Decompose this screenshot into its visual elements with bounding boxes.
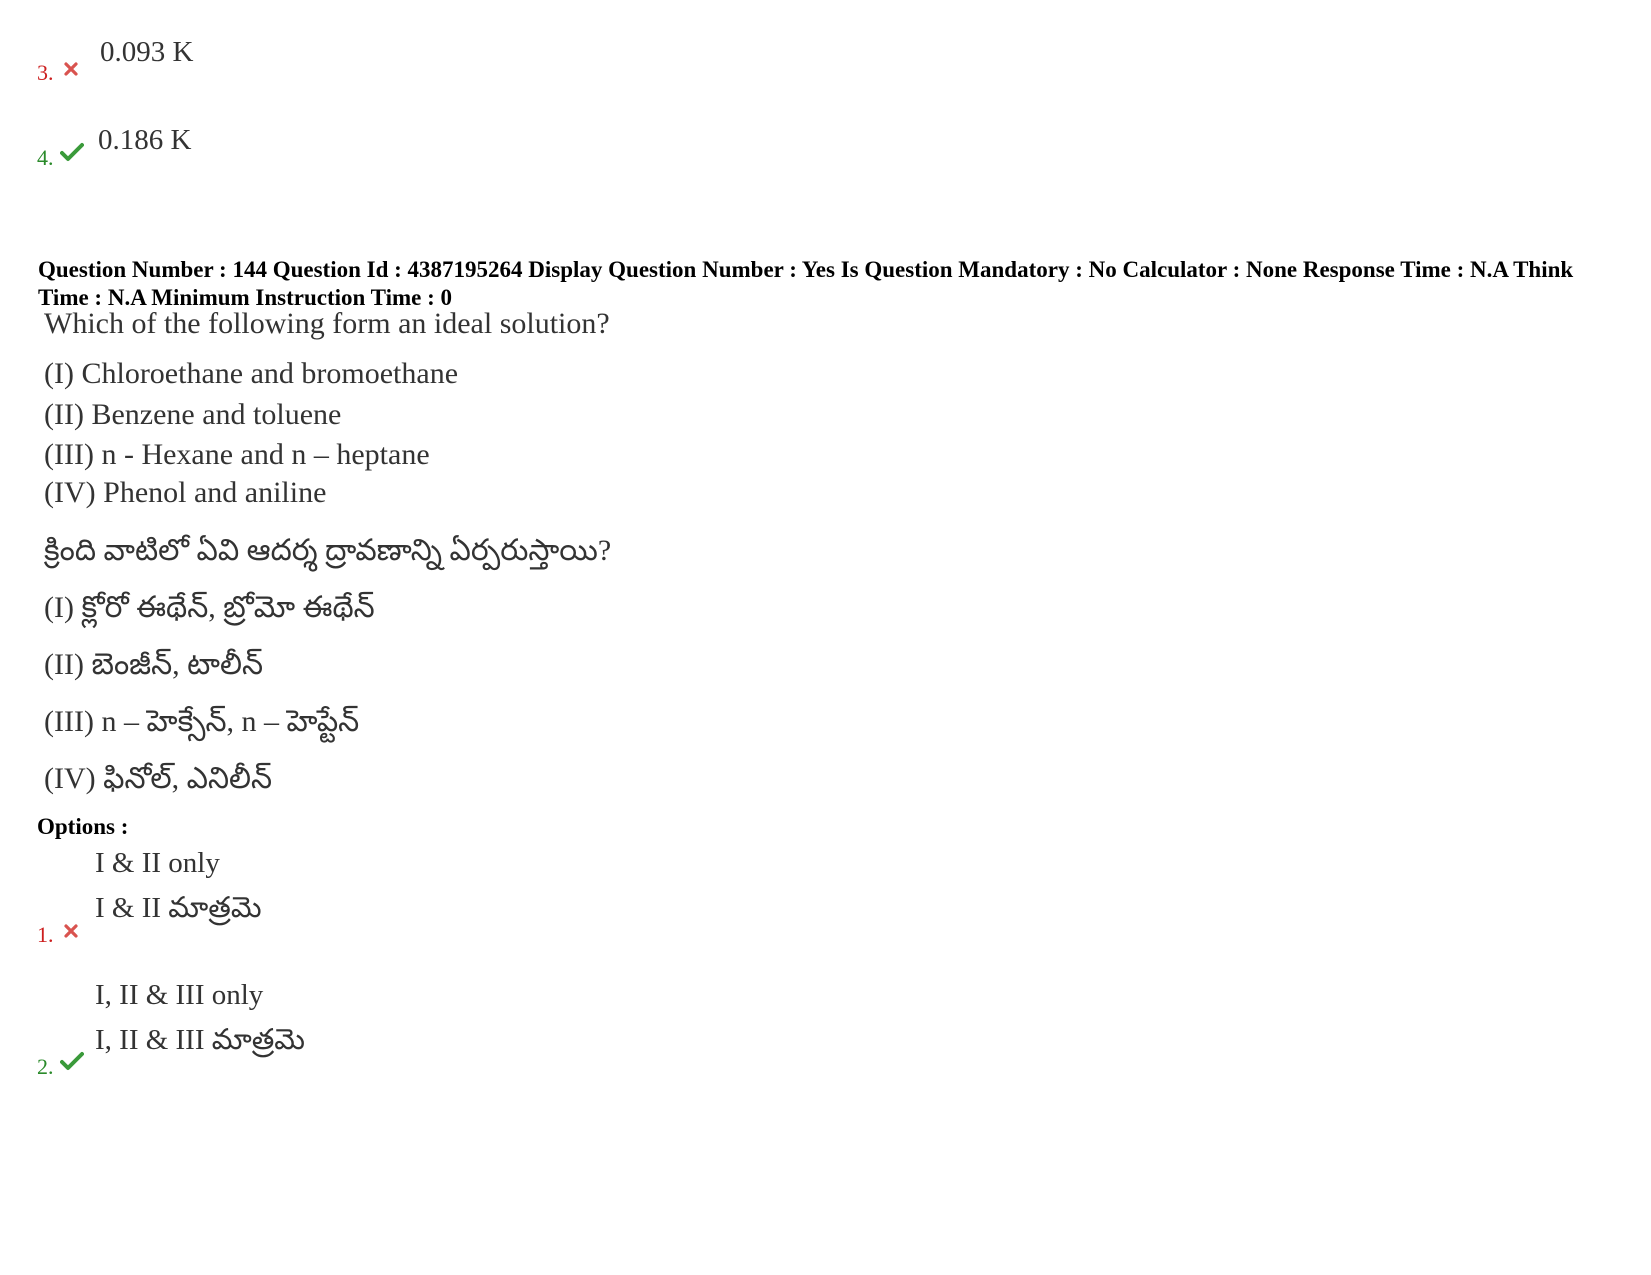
question-item-english-2: (II) Benzene and toluene [44,398,342,431]
cross-icon [63,923,79,939]
question-stem-english: Which of the following form an ideal solution? [44,307,610,340]
question-item-telugu-1: (I) క్లోరో ఈథేన్, బ్రోమో ఈథేన్ [44,591,375,624]
option-number-2: 2. [37,1054,54,1079]
question-stem-telugu: క్రింది వాటిలో ఏవి ఆదర్శ ద్రావణాన్ని ఏర్పరుస్తాయి? [44,534,612,567]
option-number-4: 4. [37,145,54,170]
question-item-english-4: (IV) Phenol and aniline [44,476,327,509]
check-icon [60,142,84,162]
question-meta: Question Number : 144 Question Id : 4387195264 Display Question Number : Yes Is Question Mandatory : No Calculator : None Response Time : N.A Think Time : N.A Minimum Instruction Time : 0 [38,257,1574,310]
question-item-telugu-2: (II) బెంజీన్, టాలీన్ [44,648,264,681]
options-label: Options : [37,814,129,839]
option-number-3: 3. [37,60,54,85]
option-text-3: 0.093 K [100,36,194,68]
option-1-english: I & II only [95,847,220,879]
check-icon [60,1051,84,1071]
option-number-1: 1. [37,922,54,947]
question-item-telugu-4: (IV) ఫినోల్, ఎనిలీన్ [44,762,273,795]
question-item-english-3: (III) n - Hexane and n – heptane [44,438,430,471]
question-item-english-1: (I) Chloroethane and bromoethane [44,357,459,390]
option-2-telugu: I, II & III మాత్రమె [95,1024,305,1056]
option-text-4: 0.186 K [98,124,192,156]
cross-icon [63,61,79,77]
question-item-telugu-3: (III) n – హెక్సేన్, n – హెప్టేన్ [44,705,360,738]
option-1-telugu: I & II మాత్రమె [95,892,262,924]
option-2-english: I, II & III only [95,979,264,1011]
